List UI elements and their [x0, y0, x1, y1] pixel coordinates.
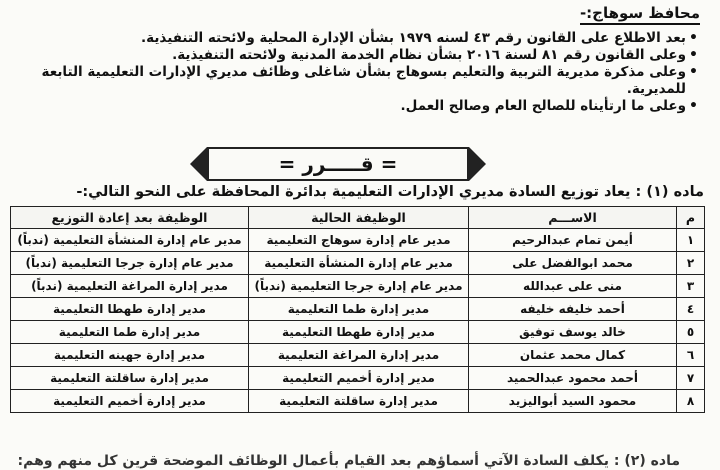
cell-current: مدير إدارة طما التعليمية [249, 298, 469, 321]
cell-name: كمال محمد عثمان [469, 344, 677, 367]
cell-name: أحمد محمود عبدالحميد [469, 367, 677, 390]
table-row [11, 229, 705, 252]
cell-current: مدير إدارة ساقلتة التعليمية [249, 390, 469, 413]
preamble-item: • بعد الاطلاع على القانون رقم ٤٣ لسنه ١٩٧٩ بشأن الإدارة المحلية ولائحته التنفيذية. [28, 30, 698, 47]
decision-banner [207, 147, 469, 181]
cell-current: مدير عام إدارة جرجا التعليمية (ندباً) [249, 275, 469, 298]
cell-num: ٦ [677, 344, 705, 367]
cell-num: ٥ [677, 321, 705, 344]
article-one: ماده (١) : يعاد توزيع السادة مديري الإدارات التعليمية بدائرة المحافظة على النحو التالي:- [76, 184, 704, 200]
cell-new: مدير عام إدارة جرجا التعليمية (ندباً) [11, 252, 249, 275]
cell-name: أيمن تمام عبدالرحيم [469, 229, 677, 252]
preamble-item: • وعلى القانون رقم ٨١ لسنة ٢٠١٦ بشأن نظام الخدمة المدنية ولائحته التنفيذية. [28, 47, 698, 64]
header-name: الاســـم [469, 207, 677, 229]
cell-name: منى على عبدالله [469, 275, 677, 298]
table-row [11, 252, 705, 275]
cell-num: ١ [677, 229, 705, 252]
preamble-item: • وعلى ما ارتأيناه للصالح العام وصالح العمل. [28, 98, 698, 115]
cell-name: أحمد خليفه خليفه [469, 298, 677, 321]
preamble-list [28, 30, 698, 115]
table-row [11, 344, 705, 367]
table-row [11, 390, 705, 413]
cell-new: مدير إدارة جهينه التعليمية [11, 344, 249, 367]
cell-current: مدير عام إدارة سوهاج التعليمية [249, 229, 469, 252]
cell-num: ٨ [677, 390, 705, 413]
cell-num: ٤ [677, 298, 705, 321]
cell-new: مدير إدارة المراغة التعليمية (ندباً) [11, 275, 249, 298]
cell-name: محمود السيد أبواليزيد [469, 390, 677, 413]
header-current-job: الوظيفة الحالية [249, 207, 469, 229]
cell-new: مدير إدارة أخميم التعليمية [11, 390, 249, 413]
cell-num: ٧ [677, 367, 705, 390]
governor-heading: محافظ سوهاج:- [580, 4, 700, 25]
preamble-item: • وعلى مذكرة مديرية التربية والتعليم بسوهاج بشأن شاغلى وظائف مديري الإدارات التعليمية التابعة للمديرية. [28, 64, 698, 98]
cell-num: ٢ [677, 252, 705, 275]
cell-new: مدير عام إدارة المنشأة التعليمية (ندباً) [11, 229, 249, 252]
table-row [11, 275, 705, 298]
cell-current: مدير إدارة أخميم التعليمية [249, 367, 469, 390]
header-num: م [677, 207, 705, 229]
article-two-partial: ماده (٢) : يكلف السادة الآتي أسماؤهم بعد القيام بأعمال الوظائف الموضحة قرين كل منهم وهم: [17, 453, 680, 469]
table-row [11, 298, 705, 321]
cell-new: مدير إدارة طما التعليمية [11, 321, 249, 344]
cell-current: مدير إدارة المراغة التعليمية [249, 344, 469, 367]
decision-label: = قـــــرر = [278, 152, 398, 176]
table-header-row [11, 207, 705, 229]
cell-num: ٣ [677, 275, 705, 298]
cell-name: محمد ابوالفضل على [469, 252, 677, 275]
cell-new: مدير إدارة ساقلتة التعليمية [11, 367, 249, 390]
cell-name: خالد يوسف توفيق [469, 321, 677, 344]
table-row [11, 321, 705, 344]
cell-current: مدير إدارة طهطا التعليمية [249, 321, 469, 344]
cell-new: مدير إدارة طهطا التعليمية [11, 298, 249, 321]
header-new-job: الوظيفة بعد إعادة التوزيع [11, 207, 249, 229]
table-row [11, 367, 705, 390]
assignment-table [10, 206, 705, 413]
cell-current: مدير عام إدارة المنشأة التعليمية [249, 252, 469, 275]
